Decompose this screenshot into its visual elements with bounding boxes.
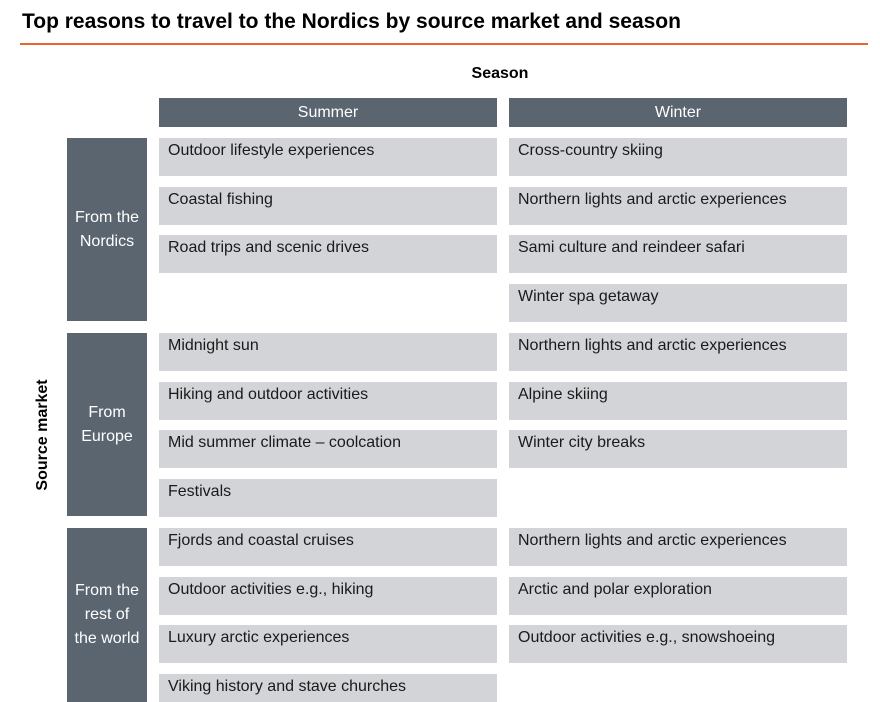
- winter-reason: Alpine skiing: [509, 382, 847, 420]
- market-label: From the Nordics: [74, 208, 139, 250]
- summer-reason: Hiking and outdoor activities: [159, 382, 497, 420]
- market-europe: [67, 333, 147, 516]
- summer-reason: Fjords and coastal cruises: [159, 528, 497, 566]
- season-axis-label: Season: [471, 65, 529, 82]
- title-divider: [20, 43, 868, 45]
- summer-reason: Outdoor lifestyle experiences: [159, 138, 497, 176]
- winter-reason: Northern lights and arctic experiences: [509, 187, 847, 225]
- market-label: From the rest of the world: [74, 582, 140, 647]
- market-nordics: [67, 138, 147, 321]
- summer-reason: Festivals: [159, 479, 497, 517]
- winter-reason: Sami culture and reindeer safari: [509, 235, 847, 273]
- winter-reason: Winter spa getaway: [509, 284, 847, 322]
- column-header-winter: Winter: [509, 98, 847, 127]
- summer-reason: Road trips and scenic drives: [159, 235, 497, 273]
- summer-reason: Outdoor activities e.g., hiking: [159, 577, 497, 615]
- market-rest-of-world: [67, 528, 147, 702]
- winter-reason: Outdoor activities e.g., snowshoeing: [509, 625, 847, 663]
- summer-reason: Luxury arctic experiences: [159, 625, 497, 663]
- source-market-label-text: Source market: [34, 379, 51, 491]
- summer-reason: Viking history and stave churches: [159, 674, 497, 702]
- summer-reason: Mid summer climate – coolcation: [159, 430, 497, 468]
- winter-reason: Winter city breaks: [509, 430, 847, 468]
- summer-reason: Coastal fishing: [159, 187, 497, 225]
- column-header-summer: Summer: [159, 98, 497, 127]
- winter-reason: Cross-country skiing: [509, 138, 847, 176]
- winter-reason: Northern lights and arctic experiences: [509, 528, 847, 566]
- winter-reason: Northern lights and arctic experiences: [509, 333, 847, 371]
- winter-reason: Arctic and polar exploration: [509, 577, 847, 615]
- summer-reason: Midnight sun: [159, 333, 497, 371]
- page-title: Top reasons to travel to the Nordics by source market and season: [22, 10, 681, 33]
- market-label: From Europe: [81, 403, 133, 445]
